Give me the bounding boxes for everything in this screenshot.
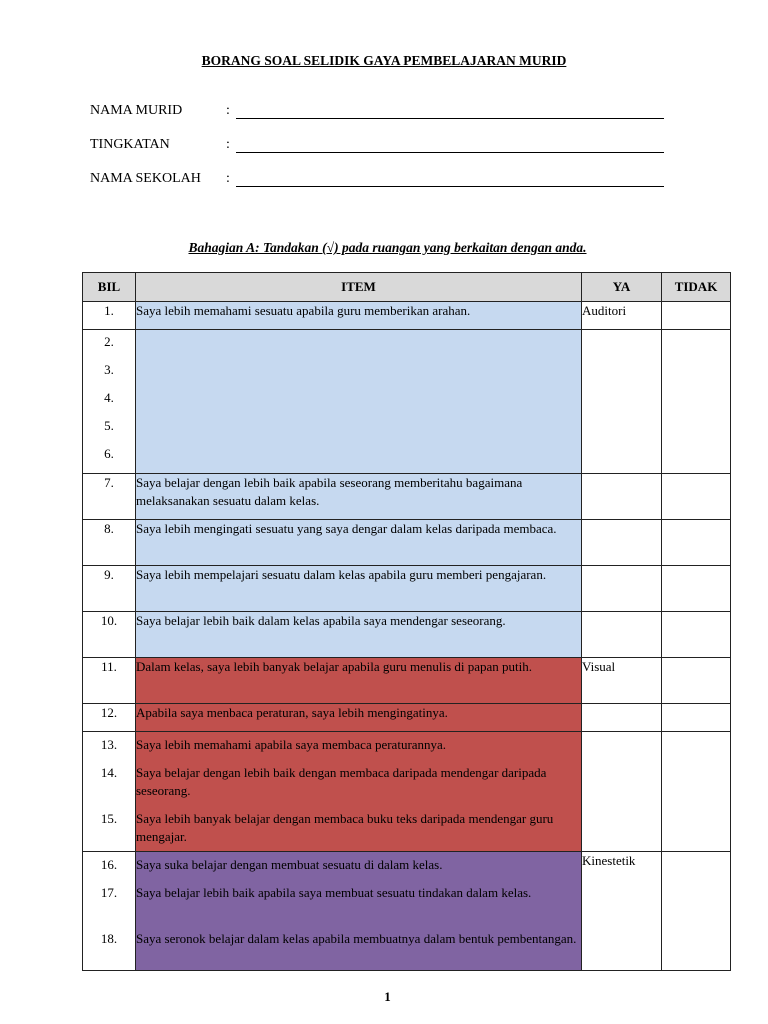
field-label: NAMA SEKOLAH (90, 171, 201, 186)
row-number: 1. (83, 302, 136, 330)
row-item: Saya lebih mengingati sesuatu yang saya dengar dalam kelas daripada membaca. (136, 520, 582, 566)
tidak-cell[interactable] (662, 474, 731, 520)
row-item: Saya lebih banyak belajar dengan membaca buku teks daripada mendengar guru mengajar. (136, 811, 554, 844)
row-number: 9. (83, 566, 136, 612)
ya-cell[interactable]: Kinestetik (582, 852, 662, 971)
header-tidak: TIDAK (662, 273, 731, 302)
field-colon: : (226, 137, 230, 152)
ya-cell[interactable]: Auditori (582, 302, 662, 330)
row-item: Saya belajar lebih baik apabila saya membuat sesuatu tindakan dalam kelas. (136, 885, 532, 900)
row-item: Saya seronok belajar dalam kelas apabila membuatnya dalam bentuk pembentangan. (136, 931, 577, 946)
table-row (83, 732, 731, 852)
table-row (83, 566, 731, 612)
table-row (83, 474, 731, 520)
table-row (83, 704, 731, 732)
table-row (83, 612, 731, 658)
row-item-group (136, 852, 582, 971)
row-item: Saya suka belajar dengan membuat sesuatu di dalam kelas. (136, 857, 443, 872)
section-title: Bahagian A: Tandakan (√) pada ruangan yang berkaitan dengan anda. (188, 240, 587, 255)
row-item: Apabila saya menbaca peraturan, saya lebih mengingatinya. (136, 704, 582, 732)
questionnaire-table (82, 272, 731, 971)
row-item-group (136, 732, 582, 852)
tidak-cell[interactable] (662, 330, 731, 474)
ya-cell[interactable] (582, 474, 662, 520)
header-ya: YA (582, 273, 662, 302)
row-number: 2. (104, 334, 114, 349)
tidak-cell[interactable] (662, 658, 731, 704)
row-item-empty (136, 330, 582, 474)
row-number: 4. (104, 390, 114, 405)
tidak-cell[interactable] (662, 566, 731, 612)
header-bil: BIL (83, 273, 136, 302)
row-item: Dalam kelas, saya lebih banyak belajar apabila guru menulis di papan putih. (136, 658, 582, 704)
tidak-cell[interactable] (662, 520, 731, 566)
field-colon: : (226, 171, 230, 186)
row-item: Saya belajar dengan lebih baik dengan membaca daripada mendengar daripada seseorang. (136, 765, 547, 798)
tidak-cell[interactable] (662, 732, 731, 852)
field-label: TINGKATAN (90, 137, 170, 152)
field-line[interactable] (236, 152, 664, 153)
row-number: 16. (100, 857, 118, 872)
row-number: 5. (104, 418, 114, 433)
table-row (83, 658, 731, 704)
field-label: NAMA MURID (90, 103, 183, 118)
row-item: Saya lebih memahami apabila saya membaca peraturannya. (136, 737, 447, 752)
table-row (83, 302, 731, 330)
field-colon: : (226, 103, 230, 118)
row-number: 18. (100, 931, 118, 946)
row-number: 15. (100, 811, 118, 826)
ya-cell[interactable] (582, 732, 662, 852)
row-number: 13. (100, 737, 118, 752)
row-number: 14. (100, 765, 118, 780)
field-line[interactable] (236, 118, 664, 119)
table-header-row (83, 273, 731, 302)
row-number: 3. (104, 362, 114, 377)
ya-cell[interactable] (582, 612, 662, 658)
row-number-group (83, 330, 136, 474)
header-item: ITEM (136, 273, 582, 302)
ya-cell[interactable] (582, 704, 662, 732)
row-number-group (83, 852, 136, 971)
row-number: 6. (104, 446, 114, 461)
row-number: 11. (83, 658, 136, 704)
row-number: 10. (83, 612, 136, 658)
form-title: BORANG SOAL SELIDIK GAYA PEMBELAJARAN MURID (201, 53, 567, 68)
ya-cell[interactable] (582, 566, 662, 612)
row-number: 8. (83, 520, 136, 566)
row-number-group (83, 732, 136, 852)
row-number: 17. (100, 885, 118, 900)
tidak-cell[interactable] (662, 302, 731, 330)
row-item: Saya belajar dengan lebih baik apabila seseorang memberitahu bagaimana melaksanakan sesuatu dalam kelas. (136, 474, 582, 520)
tidak-cell[interactable] (662, 612, 731, 658)
row-item: Saya lebih mempelajari sesuatu dalam kelas apabila guru memberi pengajaran. (136, 566, 582, 612)
page-number: 1 (384, 989, 391, 1004)
field-line[interactable] (236, 186, 664, 187)
tidak-cell[interactable] (662, 852, 731, 971)
row-item: Saya lebih memahami sesuatu apabila guru memberikan arahan. (136, 302, 582, 330)
table-row (83, 330, 731, 474)
tidak-cell[interactable] (662, 704, 731, 732)
row-number: 7. (83, 474, 136, 520)
row-item: Saya belajar lebih baik dalam kelas apabila saya mendengar seseorang. (136, 612, 582, 658)
row-number: 12. (83, 704, 136, 732)
ya-cell[interactable] (582, 520, 662, 566)
table-row (83, 520, 731, 566)
ya-cell[interactable]: Visual (582, 658, 662, 704)
ya-cell[interactable] (582, 330, 662, 474)
table-row (83, 852, 731, 971)
